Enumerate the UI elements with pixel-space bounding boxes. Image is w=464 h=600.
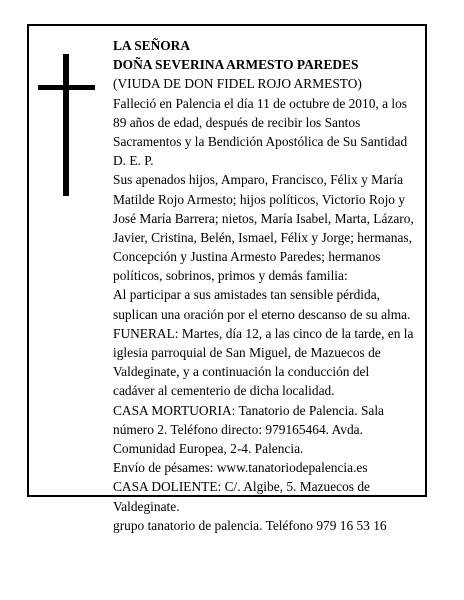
notice-line: Envío de pésames: www.tanatoriodepalencia.es [113,460,368,476]
notice-line: D. E. P. [113,153,154,169]
notice-line: CASA MORTUORIA: Tanatorio de Palencia. Sala [113,402,384,418]
notice-line: cadáver al cementerio de dicha localidad. [113,383,335,399]
notice-line: políticos, sobrinos, primos y demás familia: [113,268,348,284]
honorific: LA SEÑORA [113,38,191,53]
notice-line: número 2. Teléfono directo: 979165464. Avda. [113,421,363,437]
notice-line: Comunidad Europea, 2-4. Palencia. [113,440,304,456]
notice-line: Valdeginate, y a continuación la conducción del [113,364,370,380]
notice-line: FUNERAL: Martes, día 12, a las cinco de la tarde, en la [113,325,414,341]
notice-line: Falleció en Palencia el día 11 de octubre de 2010, a los [113,95,407,111]
notice-line: Matilde Rojo Armesto; hijos políticos, Victorio Rojo y [113,191,406,207]
notice-line: Sacramentos y la Bendición Apostólica de Su Santidad [113,133,408,149]
notice-line: José María Barrera; nietos, María Isabel, Marta, Lázaro, [113,210,414,226]
notice-line: 89 años de edad, después de recibir los Santos [113,114,361,130]
cross-vertical-bar [63,54,69,196]
notice-line: iglesia parroquial de San Miguel, de Mazuecos de [113,345,381,360]
deceased-name: DOÑA SEVERINA ARMESTO PAREDES [113,57,359,73]
notice-line: Valdeginate. [113,498,180,514]
notice-line: Javier, Cristina, Belén, Ismael, Félix y Jorge; hermanas, [113,229,412,245]
cross-horizontal-bar [38,85,95,90]
notice-line: CASA DOLIENTE: C/. Algibe, 5. Mazuecos de [113,479,370,495]
notice-line: Sus apenados hijos, Amparo, Francisco, Félix y María [113,172,404,188]
notice-line: Al participar a sus amistades tan sensible pérdida, [113,287,380,303]
notice-text [113,36,423,535]
widow-of: (VIUDA DE DON FIDEL ROJO ARMESTO) [113,76,362,92]
notice-line: grupo tanatorio de palencia. Teléfono 979 16 53 16 [113,517,387,533]
notice-line: suplican una oración por el eterno descanso de su alma. [113,306,411,322]
notice-line: Concepción y Justina Armesto Paredes; hermanos [113,249,381,265]
